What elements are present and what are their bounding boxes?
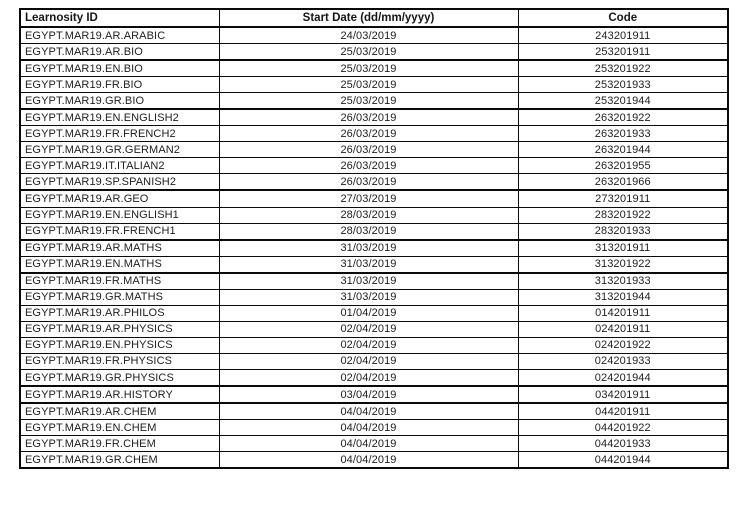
code-cell: 034201911 bbox=[518, 386, 728, 403]
code-cell: 313201911 bbox=[518, 240, 728, 257]
table-row bbox=[20, 420, 728, 436]
code-cell: 253201922 bbox=[518, 60, 728, 77]
table-row bbox=[20, 142, 728, 158]
start-date-cell: 25/03/2019 bbox=[219, 60, 518, 77]
table-row bbox=[20, 27, 728, 44]
table-row bbox=[20, 273, 728, 290]
code-cell: 313201922 bbox=[518, 256, 728, 273]
table-row bbox=[20, 207, 728, 223]
code-cell: 283201922 bbox=[518, 207, 728, 223]
start-date-cell: 31/03/2019 bbox=[219, 240, 518, 257]
learnosity-id-cell: EGYPT.MAR19.EN.PHYSICS bbox=[20, 337, 219, 353]
table-row bbox=[20, 60, 728, 77]
learnosity-id-cell: EGYPT.MAR19.AR.BIO bbox=[20, 44, 219, 61]
start-date-cell: 25/03/2019 bbox=[219, 77, 518, 93]
code-cell: 253201944 bbox=[518, 93, 728, 110]
code-cell: 024201911 bbox=[518, 321, 728, 337]
code-cell: 253201933 bbox=[518, 77, 728, 93]
start-date-cell: 26/03/2019 bbox=[219, 109, 518, 126]
learnosity-id-cell: EGYPT.MAR19.SP.SPANISH2 bbox=[20, 174, 219, 191]
table-row bbox=[20, 369, 728, 386]
code-cell: 253201911 bbox=[518, 44, 728, 61]
code-cell: 263201922 bbox=[518, 109, 728, 126]
code-cell: 243201911 bbox=[518, 27, 728, 44]
table-row bbox=[20, 289, 728, 305]
learnosity-id-cell: EGYPT.MAR19.AR.CHEM bbox=[20, 403, 219, 420]
table-row bbox=[20, 223, 728, 240]
table-row bbox=[20, 305, 728, 321]
code-cell: 313201944 bbox=[518, 289, 728, 305]
table-row bbox=[20, 436, 728, 452]
start-date-cell: 26/03/2019 bbox=[219, 142, 518, 158]
code-cell: 044201933 bbox=[518, 436, 728, 452]
header-code: Code bbox=[518, 9, 728, 27]
header-learnosity-id: Learnosity ID bbox=[20, 9, 219, 27]
learnosity-id-cell: EGYPT.MAR19.EN.CHEM bbox=[20, 420, 219, 436]
table-body bbox=[20, 27, 728, 468]
start-date-cell: 27/03/2019 bbox=[219, 190, 518, 207]
table-row bbox=[20, 353, 728, 369]
table-row bbox=[20, 190, 728, 207]
start-date-cell: 03/04/2019 bbox=[219, 386, 518, 403]
table-row bbox=[20, 321, 728, 337]
code-cell: 014201911 bbox=[518, 305, 728, 321]
start-date-cell: 28/03/2019 bbox=[219, 207, 518, 223]
table-row bbox=[20, 109, 728, 126]
learnosity-id-cell: EGYPT.MAR19.GR.MATHS bbox=[20, 289, 219, 305]
start-date-cell: 24/03/2019 bbox=[219, 27, 518, 44]
table-row bbox=[20, 158, 728, 174]
header-start-date: Start Date (dd/mm/yyyy) bbox=[219, 9, 518, 27]
learnosity-id-cell: EGYPT.MAR19.FR.MATHS bbox=[20, 273, 219, 290]
learnosity-id-cell: EGYPT.MAR19.AR.HISTORY bbox=[20, 386, 219, 403]
start-date-cell: 26/03/2019 bbox=[219, 174, 518, 191]
learnosity-id-cell: EGYPT.MAR19.AR.PHILOS bbox=[20, 305, 219, 321]
learnosity-id-cell: EGYPT.MAR19.AR.MATHS bbox=[20, 240, 219, 257]
start-date-cell: 25/03/2019 bbox=[219, 93, 518, 110]
start-date-cell: 04/04/2019 bbox=[219, 452, 518, 469]
start-date-cell: 01/04/2019 bbox=[219, 305, 518, 321]
start-date-cell: 31/03/2019 bbox=[219, 289, 518, 305]
start-date-cell: 26/03/2019 bbox=[219, 126, 518, 142]
start-date-cell: 26/03/2019 bbox=[219, 158, 518, 174]
learnosity-id-cell: EGYPT.MAR19.IT.ITALIAN2 bbox=[20, 158, 219, 174]
table-row bbox=[20, 174, 728, 191]
learnosity-id-cell: EGYPT.MAR19.GR.GERMAN2 bbox=[20, 142, 219, 158]
table-row bbox=[20, 126, 728, 142]
code-cell: 044201944 bbox=[518, 452, 728, 469]
learnosity-id-cell: EGYPT.MAR19.AR.GEO bbox=[20, 190, 219, 207]
code-cell: 273201911 bbox=[518, 190, 728, 207]
table-row bbox=[20, 77, 728, 93]
table-row bbox=[20, 386, 728, 403]
learnosity-id-cell: EGYPT.MAR19.GR.BIO bbox=[20, 93, 219, 110]
learnosity-id-cell: EGYPT.MAR19.FR.PHYSICS bbox=[20, 353, 219, 369]
code-cell: 263201955 bbox=[518, 158, 728, 174]
start-date-cell: 25/03/2019 bbox=[219, 44, 518, 61]
learnosity-id-cell: EGYPT.MAR19.EN.ENGLISH1 bbox=[20, 207, 219, 223]
learnosity-id-cell: EGYPT.MAR19.AR.ARABIC bbox=[20, 27, 219, 44]
schedule-table bbox=[19, 8, 729, 469]
learnosity-id-cell: EGYPT.MAR19.GR.CHEM bbox=[20, 452, 219, 469]
table-row bbox=[20, 93, 728, 110]
start-date-cell: 04/04/2019 bbox=[219, 403, 518, 420]
code-cell: 263201933 bbox=[518, 126, 728, 142]
start-date-cell: 04/04/2019 bbox=[219, 420, 518, 436]
code-cell: 024201933 bbox=[518, 353, 728, 369]
start-date-cell: 02/04/2019 bbox=[219, 337, 518, 353]
start-date-cell: 02/04/2019 bbox=[219, 369, 518, 386]
code-cell: 313201933 bbox=[518, 273, 728, 290]
start-date-cell: 31/03/2019 bbox=[219, 256, 518, 273]
code-cell: 044201911 bbox=[518, 403, 728, 420]
table-header bbox=[20, 9, 728, 27]
learnosity-id-cell: EGYPT.MAR19.GR.PHYSICS bbox=[20, 369, 219, 386]
learnosity-id-cell: EGYPT.MAR19.EN.MATHS bbox=[20, 256, 219, 273]
header-row bbox=[20, 9, 728, 27]
learnosity-id-cell: EGYPT.MAR19.EN.ENGLISH2 bbox=[20, 109, 219, 126]
start-date-cell: 02/04/2019 bbox=[219, 353, 518, 369]
table-row bbox=[20, 256, 728, 273]
code-cell: 263201966 bbox=[518, 174, 728, 191]
start-date-cell: 02/04/2019 bbox=[219, 321, 518, 337]
learnosity-id-cell: EGYPT.MAR19.FR.CHEM bbox=[20, 436, 219, 452]
code-cell: 044201922 bbox=[518, 420, 728, 436]
start-date-cell: 04/04/2019 bbox=[219, 436, 518, 452]
learnosity-id-cell: EGYPT.MAR19.FR.FRENCH2 bbox=[20, 126, 219, 142]
learnosity-id-cell: EGYPT.MAR19.AR.PHYSICS bbox=[20, 321, 219, 337]
learnosity-id-cell: EGYPT.MAR19.FR.BIO bbox=[20, 77, 219, 93]
learnosity-id-cell: EGYPT.MAR19.EN.BIO bbox=[20, 60, 219, 77]
code-cell: 263201944 bbox=[518, 142, 728, 158]
table-row bbox=[20, 240, 728, 257]
table-row bbox=[20, 452, 728, 469]
learnosity-id-cell: EGYPT.MAR19.FR.FRENCH1 bbox=[20, 223, 219, 240]
table-row bbox=[20, 44, 728, 61]
table-row bbox=[20, 337, 728, 353]
start-date-cell: 31/03/2019 bbox=[219, 273, 518, 290]
code-cell: 024201944 bbox=[518, 369, 728, 386]
table-row bbox=[20, 403, 728, 420]
code-cell: 024201922 bbox=[518, 337, 728, 353]
code-cell: 283201933 bbox=[518, 223, 728, 240]
start-date-cell: 28/03/2019 bbox=[219, 223, 518, 240]
